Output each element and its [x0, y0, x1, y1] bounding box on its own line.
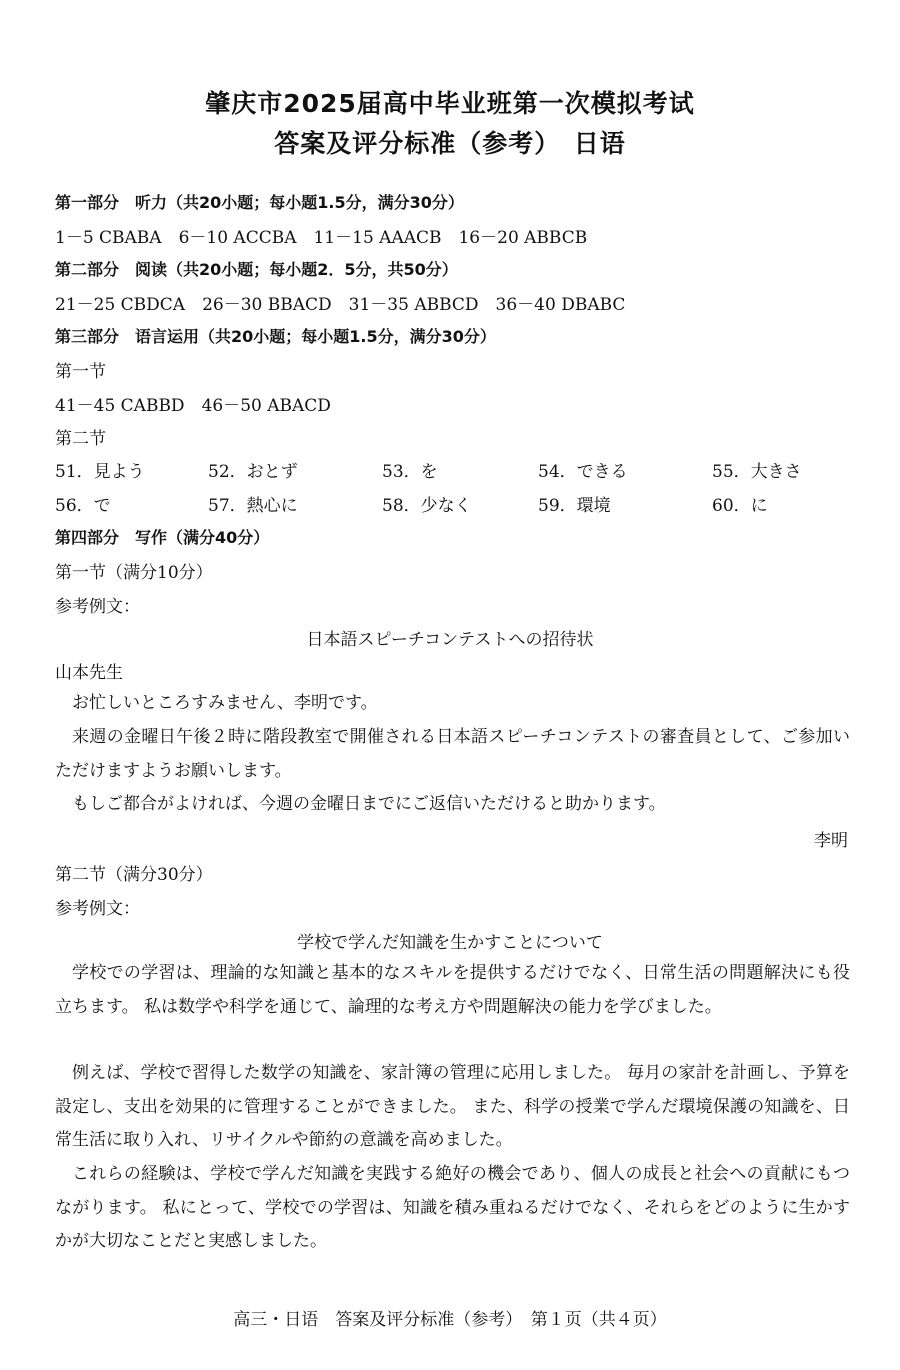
part4-section2-label: 第二节（满分30分） — [55, 865, 213, 885]
answer-item: 54．できる — [538, 462, 628, 482]
answer-item: 53．を — [382, 462, 438, 482]
essay-paragraph-3: これらの経験は、学校で学んだ知識を実践する絶好の機会であり、個人の成長と社会への貢献にもつながります。 私にとって、学校での学習は、知識を積み重ねるだけでなく、それらをどのように生かすかが大切なことだと実感しました。 — [55, 1164, 850, 1251]
letter-signature: 李明 — [814, 831, 848, 851]
part4-section2-ref: 参考例文： — [55, 899, 140, 919]
answer-item: 56．で — [55, 496, 111, 516]
answer-item: 51．見よう — [55, 462, 145, 482]
answer-item: 59．環境 — [538, 496, 611, 516]
essay-title: 学校で学んだ知識を生かすことについて — [297, 933, 603, 953]
answer-item: 60．に — [712, 496, 768, 516]
essay-paragraph-1: 学校での学習は、理論的な知識と基本的なスキルを提供するだけでなく、日常生活の問題解決にも役立ちます。 私は数学や科学を通じて、論理的な考え方や問題解決の能力を学びました。 — [55, 963, 850, 1017]
answer-item: 52．おとず — [208, 462, 298, 482]
answers-row-1 — [55, 457, 855, 481]
essay-paragraph-2: 例えば、学校で習得した数学の知識を、家計簿の管理に応用しました。 毎月の家計を計画し、予算を設定し、支出を効果的に管理することができました。 また、科学の授業で学んだ環境保護の知識を、日常生活に取り入れ、リサイクルや節約の意識を高めました。 — [55, 1063, 850, 1150]
part3-section1-answers: 41－45 CABBD 46－50 ABACD — [55, 396, 331, 416]
part2-heading: 第二部分 阅读（共20小题；每小题2．5分，共50分） — [55, 260, 458, 279]
part4-section1-ref: 参考例文： — [55, 597, 140, 617]
letter-title: 日本語スピーチコンテストへの招待状 — [306, 630, 594, 650]
page-subtitle: 答案及评分标准（参考） 日语 — [274, 129, 626, 158]
part3-section2-label: 第二节 — [55, 429, 106, 449]
answer-item: 55．大きさ — [712, 462, 802, 482]
part3-heading: 第三部分 语言运用（共20小题；每小题1.5分，满分30分） — [55, 327, 496, 346]
part3-section1-label: 第一节 — [55, 362, 106, 382]
page-footer: 高三・日语 答案及评分标准（参考） 第１页（共４页） — [233, 1310, 667, 1330]
page-title: 肇庆市2025届高中毕业班第一次模拟考试 — [205, 89, 695, 118]
part4-heading: 第四部分 写作（满分40分） — [55, 528, 270, 547]
letter-paragraph-1: お忙しいところすみません、李明です。 — [72, 693, 378, 713]
part1-answers: 1－5 CBABA 6－10 ACCBA 11－15 AAACB 16－20 ABBCB — [55, 228, 588, 248]
answers-row-2 — [55, 491, 855, 515]
part4-section1-label: 第一节（满分10分） — [55, 563, 213, 583]
part2-answers: 21－25 CBDCA 26－30 BBACD 31－35 ABBCD 36－40 DBABC — [55, 295, 626, 315]
answer-item: 57．熱心に — [208, 496, 298, 516]
letter-paragraph-3: もしご都合がよければ、今週の金曜日までにご返信いただけると助かります。 — [72, 794, 666, 814]
letter-salutation: 山本先生 — [55, 663, 123, 683]
answer-item: 58．少なく — [382, 496, 472, 516]
part1-heading: 第一部分 听力（共20小题；每小题1.5分，满分30分） — [55, 193, 464, 212]
letter-paragraph-2: 来週の金曜日午後２時に階段教室で開催される日本語スピーチコンテストの審査員として、ご参加いただけますようお願いします。 — [55, 727, 850, 781]
